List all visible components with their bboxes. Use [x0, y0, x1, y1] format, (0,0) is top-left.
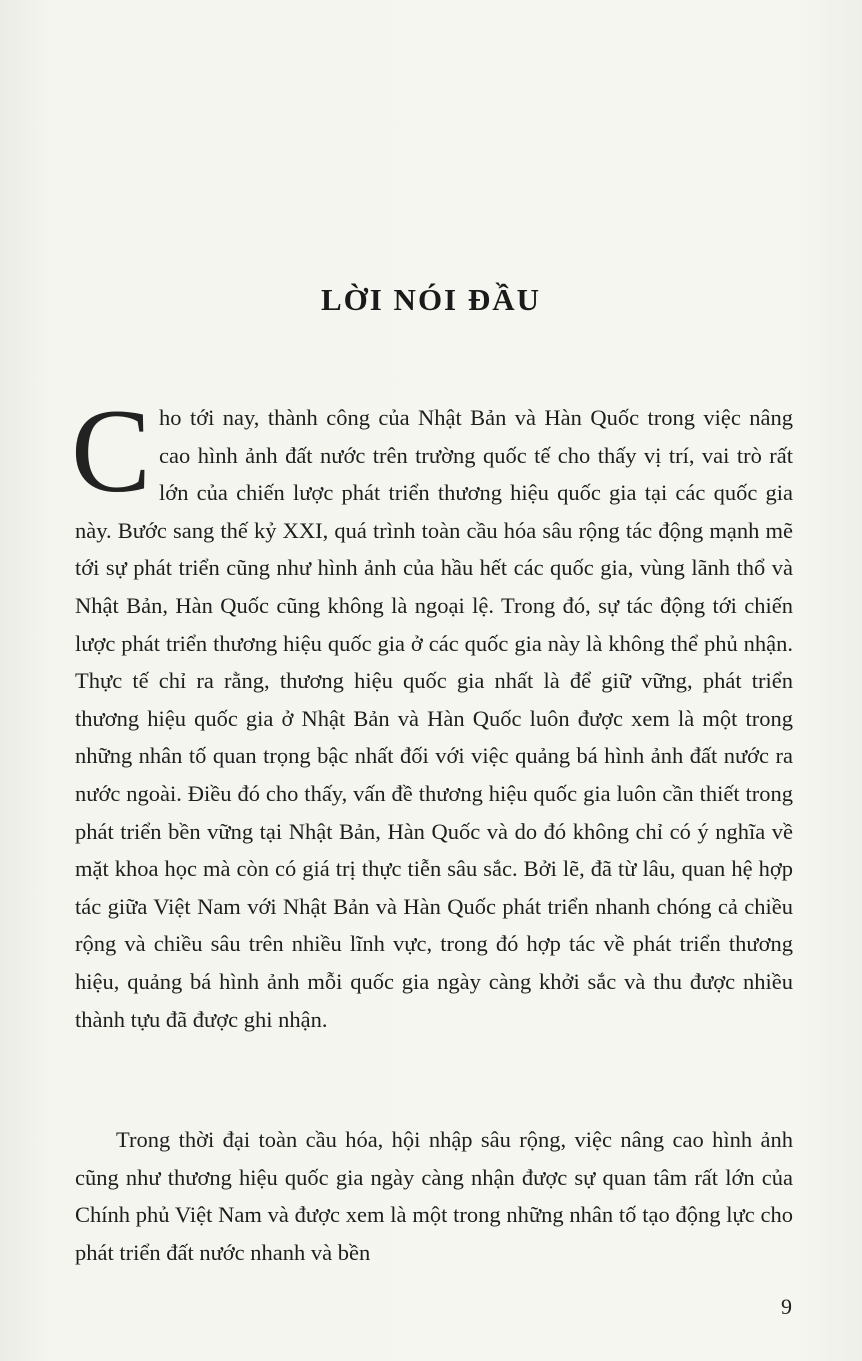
page-title: LỜI NÓI ĐẦU	[320, 282, 542, 317]
paragraph-2: Trong thời đại toàn cầu hóa, hội nhập sâu rộng, việc nâng cao hình ảnh cũng như thương hiệu quốc gia ngày càng nhận được sự quan tâm rất lớn của Chính phủ Việt Nam và được xem là một trong những nhân tố tạo động lực cho phát triển đất nước nhanh và bền	[75, 1127, 793, 1265]
page-number: 9	[781, 1294, 792, 1319]
drop-cap-letter: C	[71, 384, 152, 517]
paragraph-1-text: ho tới nay, thành công của Nhật Bản và Hàn Quốc trong việc nâng cao hình ảnh đất nước trên trường quốc tế cho thấy vị trí, vai trò rất lớn của chiến lược phát triển thương hiệu quốc gia tại các quốc gia này. Bước sang thế kỷ XXI, quá trình toàn cầu hóa sâu rộng tác động mạnh mẽ tới sự phát triển cũng như hình ảnh của hầu hết các quốc gia, vùng lãnh thổ và Nhật Bản, Hàn Quốc cũng không là ngoại lệ. Trong đó, sự tác động tới chiến lược phát triển thương hiệu quốc gia ở các quốc gia này là không thể phủ nhận. Thực tế chỉ ra rằng, thương hiệu quốc gia nhất là để giữ vững, phát triển thương hiệu quốc gia ở Nhật Bản và Hàn Quốc luôn được xem là một trong những nhân tố quan trọng bậc nhất đối với việc quảng bá hình ảnh đất nước ra nước ngoài. Điều đó cho thấy, vấn đề thương hiệu quốc gia luôn cần thiết trong phát triển bền vững tại Nhật Bản, Hàn Quốc và do đó không chỉ có ý nghĩa về mặt khoa học mà còn có giá trị thực tiễn sâu sắc. Bởi lẽ, đã từ lâu, quan hệ hợp tác giữa Việt Nam với Nhật Bản và Hàn Quốc phát triển nhanh chóng cả chiều rộng và chiều sâu trên nhiều lĩnh vực, trong đó hợp tác về phát triển thương hiệu, quảng bá hình ảnh mỗi quốc gia ngày càng khởi sắc và thu được nhiều thành tựu đã được ghi nhận.	[75, 405, 793, 1032]
paragraph-1	[71, 384, 793, 1038]
